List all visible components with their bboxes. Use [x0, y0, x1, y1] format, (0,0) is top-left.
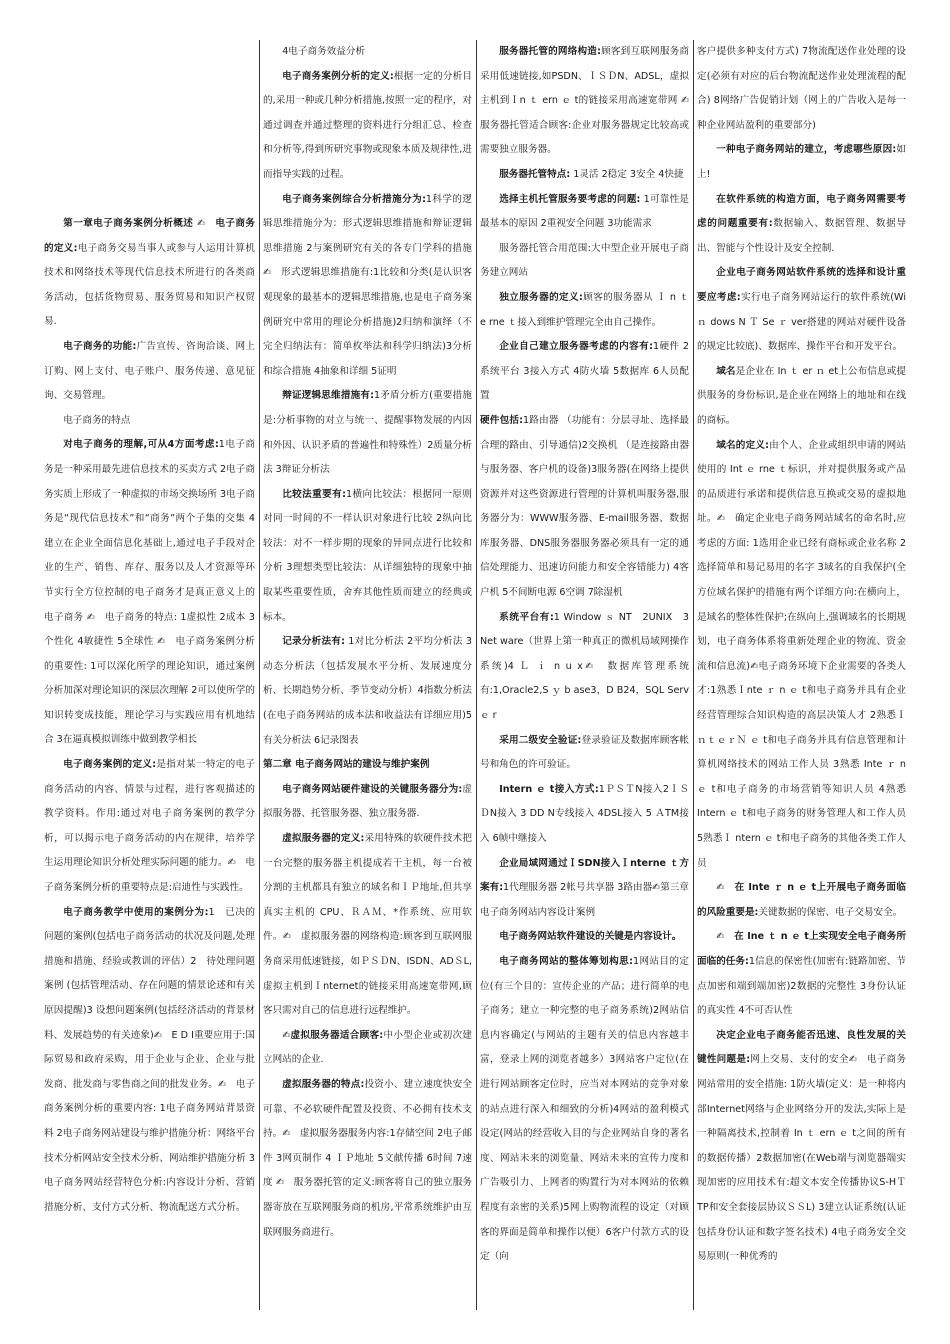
paragraph	[697, 1024, 906, 1270]
paragraph-text: 关键数据的保密、电子交易安全。	[758, 906, 903, 918]
paragraph-text: 客户提供多种支付方式) 7物流配送作业处理的设定(必须有对应的后台物流配送作业处理流程的配合) 8网络广告促销计划（网上的广告收入是每一种企业网站盈利的重要部分)	[697, 46, 906, 131]
paragraph-text: 1虚拟性 2成本 3个性化 4敏捷性 5全球性 ✍ 电子商务案例分析的重要性:	[44, 611, 255, 672]
paragraph-text: 1信息的保密性(加密有:链路加密、节点加密和端到端加密)2数据的完整性 3身份认证的真实性 4不可否认性	[697, 955, 906, 1017]
paragraph	[480, 409, 689, 606]
paragraph-heading: 硬件包括:	[480, 414, 523, 426]
paragraph	[480, 729, 689, 778]
paragraph-text: 根据一定的分析目的,采用一种或几种分析措施,按照一定的程序，对通过调查并通过整理的资料进行分组汇总、检查和分析等,得到所研究事物或现象本质及规律性,进而指导实践的过程。	[263, 70, 473, 180]
paragraph-heading: 电子商务案例的定义:	[63, 759, 157, 771]
paragraph-text: 1代理服务器 2帐号共享器 3路由器✍第三章 电子商务网站内容设计案例	[480, 882, 689, 918]
paragraph-heading: ✍ 在 Inte ｒ n ｅ t上开展电子商务面临的风险重要是:	[697, 882, 906, 918]
paragraph	[44, 753, 255, 901]
paragraph-text: 4电子商务效益分析	[282, 46, 366, 57]
paragraph-heading: 电子商务教学中使用的案例分为:	[63, 906, 209, 918]
paragraph	[697, 434, 906, 877]
paragraph-text: 1硬件 2系统平台 3接入方式 4防火墙 5数据库 6人员配置	[480, 341, 689, 402]
paragraph-heading: 对电子商务的理解,可从4方面考虑:	[63, 439, 219, 451]
paragraph-text: 实行电子商务网站运行的软件系统(Wi ｎ dows N Ｔ Se ｒ ver搭建的网站对硬件设备的规定比较底)、数据库、操作平台和开发平台。	[697, 291, 906, 353]
paragraph-text: 1熟悉Ｉnte ｒ n ｅ t和电子商务并具有企业经营管理综合知识构造的高层决策人才 2熟悉ＩｎｔｅｒＮ ｅ t和电子商务并具有信息管理和计算机网络技术的网站工作人员 3熟悉 Inte ｒ n ｅ t和电子商务的市场营销等知识人员 4熟悉 Intern ｅ t和电子商务的财务管理人和工作人员 5熟悉Ｉ ntern ｅ t和电子商务的其他各类工作人员	[697, 685, 907, 869]
document-page	[42, 40, 912, 1310]
paragraph-text: 1比较和分类(是认识客观现象的最基本的逻辑思维措施,也是电子商务案例研究中常用的理论分析措施)2归纳和演绎（不完全归纳法有：简单枚举法和科学归纳法)3分析和综合措施 4抽象和详细 5证明	[263, 267, 472, 377]
paragraph-text: 电子商务交易当事人或参与人运用计算机技术和网络技术等现代信息技术所进行的各类商务活动，包括货物贸易、服务贸易和知识产权贸易.	[44, 242, 255, 328]
paragraph-text: 1科学的逻辑思维措施分为：形式逻辑思维措施和辩证逻辑思维措施 2与案例研究有关的各专门学科的措施 ✍ 形式逻辑思维措施有:	[263, 193, 472, 279]
paragraph-text: 1电子商务网站背景资料 2电子商务网站建设与维护措施分析：网络平台技术分析网站安全技术分析、网站维护措施分析 3电子商务网站经营特色分析:内容设计分析、营销措施分析、支付方式分析、物流配送方式分析。	[44, 1103, 256, 1213]
paragraph-text: 广告宣传、咨询洽谈、网上订购、网上支付、电子账户、服务传递、意见征询、交易管理。	[44, 340, 255, 402]
paragraph	[697, 188, 906, 262]
paragraph-heading: 第二章 电子商务网站的建设与维护案例	[263, 759, 430, 771]
paragraph	[263, 483, 472, 631]
paragraph-text: 1矛盾分析方(重要措施是:分析事物的对立与统一、提醒事物发展的内因和外因、认识矛盾的普遍性和特殊性）2质量分析法 3辩证分析法	[263, 390, 472, 476]
paragraph	[263, 65, 472, 188]
paragraph-text: 由个人、企业或组织申请的网站使用的 Int ｅ rne ｔ标识，并对提供服务或产品的品质进行承诺和提供信息互换或交易的虚拟地址。✍ 确定企业电子商务网站域名的命名时,应考虑的方面:	[697, 439, 906, 549]
paragraph	[480, 237, 689, 286]
paragraph-heading: 域名	[716, 365, 736, 377]
paragraph-text: 1可以深化所学的理论知识，通过案例分析加深对理论知识的深层次理解 2可以使所学的知识转变成技能，理论学习与实践应用有机地结合 3在逼真模拟训练中做到教学相长	[44, 660, 255, 746]
paragraph-text: 顾客到互联网服务商采用低速链接，如ＰＳＤN、ISDN、ADＳL,虚拟主机到Ｉnternet的链接采用高速宽带网,顾客只需对自己的信息进行远程维护。	[263, 931, 472, 1017]
paragraph-heading: 企业自己建立服务器考虑的内容有:	[499, 341, 653, 353]
paragraph-heading: 企业局域网通过ＩSDN接入Ｉnterne ｔ方案有:	[480, 857, 689, 894]
paragraph	[263, 778, 472, 827]
paragraph	[480, 925, 689, 950]
paragraph-heading: 电子商务案例分析的定义:	[282, 70, 394, 82]
paragraph	[263, 1073, 472, 1245]
paragraph-heading: 服务器托管的网络构造:	[499, 46, 601, 57]
paragraph	[480, 852, 689, 926]
column-3	[476, 40, 699, 1310]
paragraph-text: 1 已决的问题的案例(包括电子商务活动的状况及问题,处理措施和措施、经验或教训的评估）2 待处理问题案例 (包括管理活动、存在问题的情景论述和有关原因提醒)3 设想问题案例(包括经济活动的背景材料、发展趋势的有关迹象)✍ E D I重要应用于:	[44, 906, 256, 1041]
column-1	[42, 40, 259, 1310]
paragraph	[480, 188, 689, 237]
paragraph-heading: 决定企业电子商务能否迅速、良性发展的关键性问题是:	[697, 1029, 906, 1066]
paragraph-text: 顾客的服务器从 Ｉ n ｔ e rne ｔ接入到维护管理完全由自己操作。	[480, 291, 690, 328]
paragraph-heading: 系统平台有:	[499, 611, 554, 623]
paragraph	[480, 778, 689, 852]
paragraph-text: 顾客将自己的独立服务器寄放在互联网服务商的机房,平常系统维护由互联网服务商进行。	[263, 1177, 473, 1238]
paragraph	[263, 40, 472, 65]
paragraph	[480, 606, 689, 729]
paragraph	[263, 630, 472, 753]
paragraph-heading: 电子商务的功能:	[63, 340, 137, 352]
paragraph	[697, 261, 906, 359]
paragraph-heading: 电子商务案例综合分析措施分为:	[282, 193, 426, 205]
paragraph-heading: 服务器托管特点:	[499, 168, 571, 180]
paragraph	[263, 384, 472, 482]
paragraph	[480, 163, 689, 188]
paragraph-heading: ✍虚拟服务器适合顾客:	[282, 1029, 384, 1041]
column-4	[693, 40, 910, 1310]
paragraph-heading: ✍ 在 Ine ｔ n ｅ t上实现安全电子商务所面临的任务:	[697, 931, 906, 967]
column-2	[259, 40, 476, 1310]
paragraph	[697, 925, 906, 1023]
paragraph-text: 登录验证及数据库顾客帐号和角色的许可验证。	[480, 734, 689, 771]
paragraph	[697, 138, 906, 187]
paragraph-text: 1选用企业已经有商标或企业名称 2选择简单和易记易用的名字 3域名的自我保护(全方位域名保护的措施有两个详细方向:在横向上，是域名的整体性保护;在纵向上,强调域名的长期规划，电子商务体系将重新处理企业的物流、资金流和信息流)✍电子商务环境下企业需要的各类人才:	[697, 537, 907, 697]
paragraph-heading: 电子商务网站的整体筹划构思:	[499, 955, 633, 967]
paragraph	[44, 901, 255, 1221]
paragraph-text: 企业对服务器规定比较高或需要独立服务器。	[480, 119, 690, 156]
paragraph-text: 电子商务的特点	[63, 414, 131, 426]
paragraph-text: 1 Window ｓ NT 2UNIX 3 Net ware（世界上第一种真正的微机局域网操作系统)4 Ｌ ｉ n u x✍ 数据库管理系统有:	[480, 611, 689, 697]
paragraph	[44, 212, 255, 335]
paragraph	[480, 40, 699, 163]
paragraph-text: 1灵活 2稳定 3安全 4快捷	[570, 168, 684, 180]
paragraph-text: 投资小、建立速度快安全可靠、不必软硬件配置及投资、不必拥有技术支持。✍ 虚拟服务器服务内容:	[263, 1078, 472, 1140]
paragraph-text: 如上!	[697, 144, 907, 180]
paragraph	[697, 40, 906, 138]
paragraph-text: 是指对某一特定的电子商务活动的内容、情景与过程，进行客观描述的教学资料。作用:通过对电子商务案例的教学分析，可以揭示电子商务活动的内在规律，培养学生运用理论知识分析处理实际问题的能力。✍ 电子商务案例分析的重要特点是:启迪性与实践性。	[44, 759, 255, 894]
paragraph-text: 中小型企业或初次建立网站的企业.	[263, 1029, 473, 1066]
paragraph	[480, 286, 689, 335]
paragraph	[697, 360, 906, 434]
paragraph-text: 虚拟服务器、托管服务器、独立服务器.	[263, 783, 473, 820]
paragraph-heading: 第一章电子商务案例分析概述 ✍ 电子商务的定义:	[44, 218, 255, 254]
paragraph-text: 1路由器 （功能有：分层寻址、选择最合理的路由、引导通信)2交换机 （是连接路由器与服务器、客户机的设备)3服务器(在网络上提供资源并对这些资源进行管理的计算机叫服务器,服务器分为：WWW服务器、E-mail服务器、数据库服务器、DNS服务器服务器必须具有一定的通信处理能力、迅速访问能力和安全容错能力) 4客户机 5不间断电源 6空调 7除湿机	[480, 414, 689, 599]
paragraph-text: 1防火墙(定义：是一种将内部Internet网络与企业网络分开的发法,实际上是一种隔离技术,控制着 In ｔ ern ｅ t之间的所有的数据传播）2数据加密(在Web端与浏览器端实现加密的应用技术有:超文本安全传播协议S-HＴTP和安全套接层协议ＳＳL) 3建立认证系统(认证包括身份认证和数字签名技术) 4电子商务安全交易原则(一种优秀的	[697, 1078, 906, 1263]
paragraph	[480, 335, 689, 409]
paragraph	[263, 827, 472, 1024]
paragraph-heading: 虚拟服务器的定义:	[282, 833, 365, 844]
paragraph-heading: 一种电子商务网站的建立，考虑哪些原因:	[716, 144, 897, 156]
paragraph	[480, 950, 689, 1270]
paragraph-heading: 在软件系统的构造方面，电子商务网需要考虑的问题重要有:	[697, 193, 906, 230]
paragraph	[44, 335, 255, 409]
paragraph-heading: Intern ｅ t接入方式:	[499, 783, 599, 795]
paragraph-text: 数据输入、数据管理、数据导出、智能与个性设计及安全控制.	[697, 218, 907, 254]
paragraph-text: 国际贸易和政府采购，用于企业与企业、企业与批发商、批发商与零售商之间的批发业务。✍ 电子商务案例分析的重要内容:	[44, 1029, 255, 1115]
paragraph-heading: 虚拟服务器的特点:	[282, 1078, 365, 1090]
paragraph-heading: 比较法重要有:	[282, 488, 346, 500]
paragraph	[263, 1024, 472, 1073]
paragraph-text: 1网站目的定位(有三个目的：宣传企业的产品；进行简单的电子商务；建立一种完整的电子商务系统)2网站信息内容确定(与网站的主题有关的信息内容越丰富，登录上网的浏览者越多）3网站客户定位(在进行网站顾客定位时，应当对本网站的竞争对象的站点进行深入和细致的分析)4网站的盈利模式设定(网站的经营收入目的与企业网站自身的著名度、网站未来的浏览量、网站未来的宣传力度和广告吸引力、上网者的购置行为对本网站的依赖程度有亲密的关系)5网上购物流程的设定（对顾客的界面是简单和操作以便）6客户付款方式的设定（向	[480, 955, 690, 1263]
paragraph-heading: 记录分析法有:	[282, 636, 346, 648]
paragraph-heading: 电子商务网站硬件建设的关键服务器分为:	[282, 783, 463, 795]
paragraph	[44, 409, 255, 434]
paragraph	[263, 188, 472, 385]
paragraph	[263, 753, 472, 778]
paragraph-text: 1,Oracle2,S ｙ b ase3，D B24，SQL Serv ｅ r	[480, 685, 689, 722]
paragraph-text: 1横向比较法：根据同一原则对同一时间的不一样认识对象进行比较 2纵向比较法：对不一样步期的现象的异同点进行比较和分析 3理想类型比较法：从详细独特的现象中抽取某些重要性质，舍弃其他性质而建立的经典或标本。	[263, 488, 472, 623]
paragraph-heading: 独立服务器的定义:	[499, 291, 583, 303]
paragraph-text: 1可靠性是最基本的原因 2重视安全问题 3功能需求	[480, 193, 690, 230]
paragraph-text: 服务器托管合用范围:大中型企业开展电子商务建立网站	[480, 242, 689, 279]
paragraph-text: 1存储空间 2电子邮件 3网页制作 4 ＩＰ地址 5文献传播 6时间 7速度 ✍ 服务器托管的定义:	[263, 1128, 472, 1189]
paragraph-text: 1对比分析法 2平均分析法 3动态分析法（包括发展水平分析、发展速度分析、长期趋势分析、季节变动分析）4指数分析法(在电子商务网站的成本法和收益法有详细应用)5有关分析法 6记录图表	[263, 636, 472, 746]
paragraph-text: 网上交易、支付的安全✍ 电子商务网站常用的安全措施:	[697, 1054, 906, 1090]
paragraph-heading: 电子商务网站软件建设的关键是内容设计。	[499, 931, 682, 943]
paragraph-heading: 域名的定义:	[716, 439, 769, 451]
paragraph-text: 1电子商务是一种采用最先进信息技术的买卖方式 2电子商务实质上形成了一种虚拟的市场交换场所 3电子商务是“现代信息技术”和“商务”两个子集的交集 4建立在企业全面信息化基础上,通过电子手段对企业的生产、销售、库存、服务以及人才资源等环节实行全方位控制的电子商务才是真正意义上的电子商务 ✍ 电子商务的特点:	[44, 439, 256, 623]
paragraph-heading: 企业电子商务网站软件系统的选择和设计重要应考虑:	[697, 267, 906, 303]
paragraph-heading: 辩证逻辑思维措施有:	[282, 390, 374, 402]
paragraph	[697, 876, 906, 925]
paragraph-heading: 采用二级安全验证:	[499, 734, 582, 746]
paragraph-text: 1ＰＳＴN接入2ＩＳＤN接入 3 DD N专线接入 4DSL接入 5 ＡTM接入 6帧中继接入	[480, 783, 690, 844]
paragraph-heading: 选择主机托管服务要考虑的问题:	[499, 193, 641, 205]
paragraph-text: 采用特殊的软硬件技术把一台完整的服务器主机提成若干主机，每一台被分割的主机都具有独立的域名和ＩＰ地址,但共享真实主机的 CPU、ＲＡＭ、*作系统、应用软件。✍ 虚拟服务器的网络构造:	[263, 833, 472, 943]
paragraph-text: 顾客到互联网服务商采用低速链接,如PSDN、ＩＳＤN、ADSL，虚拟主机到Ｉn ｔ ern ｅ t的链接采用高速宽带网 ✍ 服务器托管适合顾客:	[480, 46, 699, 131]
paragraph-text: 是企业在 In ｔ er ｎ et上公布信息或提供服务的身份标识,是企业在网络上的地址和在线的商标。	[697, 365, 907, 426]
paragraph	[44, 433, 255, 753]
